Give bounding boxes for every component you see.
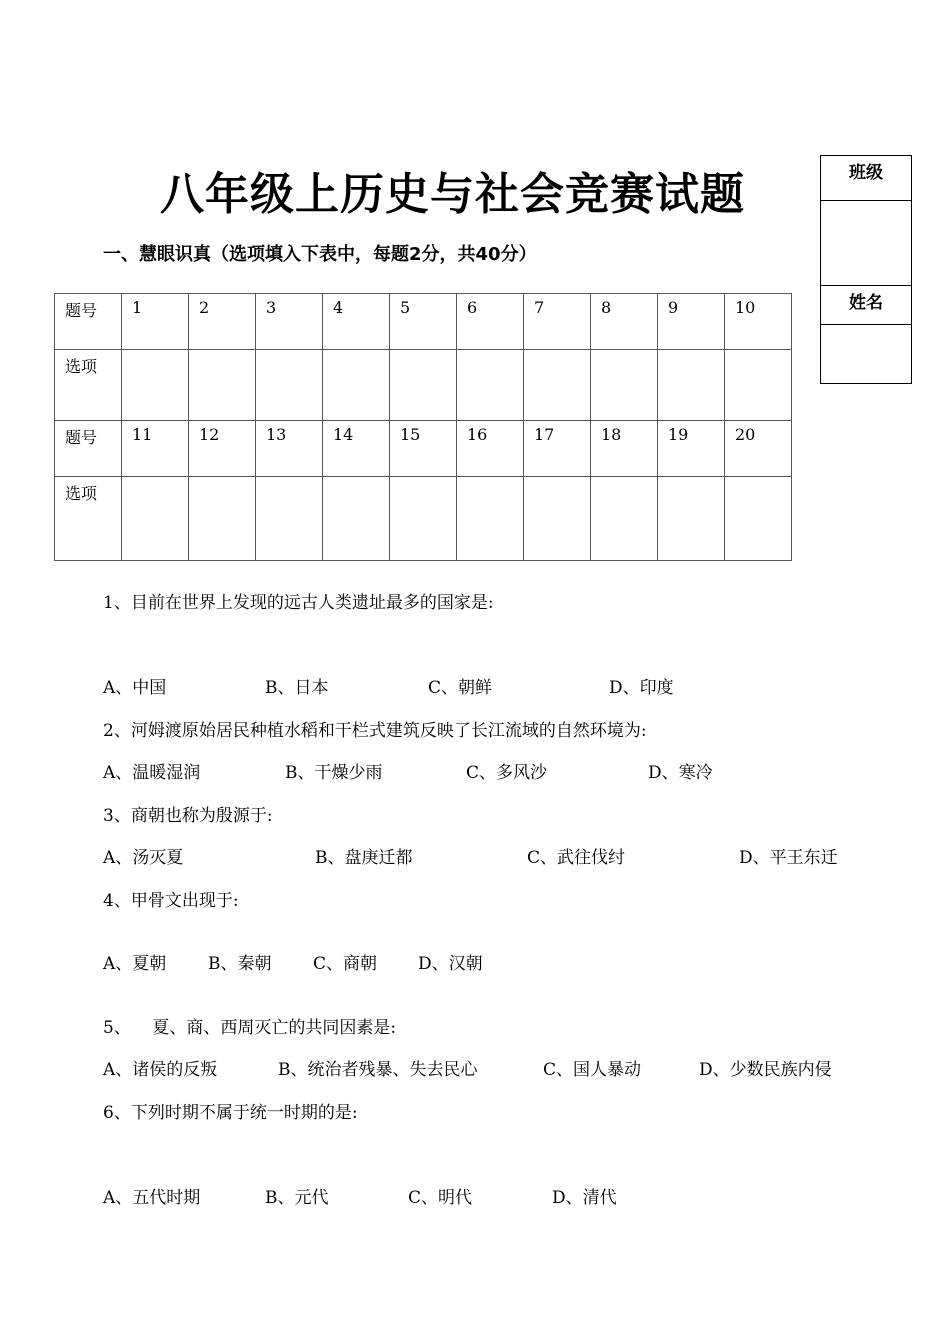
question-number: 6: [457, 294, 524, 350]
option-label: 选项: [55, 350, 122, 421]
question-5: 5、 夏、商、西周灭亡的共同因素是:: [103, 1018, 397, 1038]
answer-cell[interactable]: [524, 477, 591, 561]
question-number: 12: [189, 421, 256, 477]
question-number: 10: [725, 294, 792, 350]
number-label: 题号: [55, 421, 122, 477]
answer-cell[interactable]: [256, 350, 323, 421]
question-number: 2: [189, 294, 256, 350]
answer-cell[interactable]: [591, 477, 658, 561]
question-number: 7: [524, 294, 591, 350]
number-row-2: [55, 421, 792, 477]
page-title: 八年级上历史与社会竞赛试题: [160, 169, 745, 220]
answer-cell[interactable]: [323, 477, 390, 561]
name-input-cell[interactable]: [821, 325, 912, 384]
question-number: 1: [122, 294, 189, 350]
answer-cell[interactable]: [658, 350, 725, 421]
q3-option-b: B、盘庚迁都: [315, 848, 413, 868]
answer-cell[interactable]: [725, 477, 792, 561]
answer-cell[interactable]: [457, 350, 524, 421]
q6-option-b: B、元代: [265, 1188, 329, 1208]
question-number: 3: [256, 294, 323, 350]
q6-option-c: C、明代: [408, 1188, 473, 1208]
answer-cell[interactable]: [658, 477, 725, 561]
answer-cell[interactable]: [323, 350, 390, 421]
q4-option-d: D、汉朝: [418, 954, 483, 974]
q6-option-d: D、清代: [552, 1188, 617, 1208]
question-number: 5: [390, 294, 457, 350]
answer-cell[interactable]: [524, 350, 591, 421]
question-number: 8: [591, 294, 658, 350]
q5-option-c: C、国人暴动: [543, 1060, 642, 1080]
answer-cell[interactable]: [189, 477, 256, 561]
answer-table: [54, 293, 792, 561]
q3-option-a: A、汤灭夏: [103, 848, 184, 868]
q6-option-a: A、五代时期: [103, 1188, 201, 1208]
option-label: 选项: [55, 477, 122, 561]
answer-cell[interactable]: [256, 477, 323, 561]
number-row-1: [55, 294, 792, 350]
question-number: 19: [658, 421, 725, 477]
q4-option-c: C、商朝: [313, 954, 378, 974]
class-label: 班级: [821, 156, 912, 201]
q5-option-d: D、少数民族内侵: [699, 1060, 832, 1080]
answer-cell[interactable]: [122, 477, 189, 561]
q1-option-b: B、日本: [265, 678, 329, 698]
question-number: 14: [323, 421, 390, 477]
q3-option-c: C、武往伐纣: [527, 848, 626, 868]
question-number: 17: [524, 421, 591, 477]
answer-cell[interactable]: [189, 350, 256, 421]
answer-row-1: [55, 350, 792, 421]
q2-option-d: D、寒冷: [648, 763, 713, 783]
q2-option-b: B、干燥少雨: [285, 763, 383, 783]
question-number: 4: [323, 294, 390, 350]
question-6: 6、下列时期不属于统一时期的是:: [103, 1103, 358, 1123]
answer-cell[interactable]: [390, 350, 457, 421]
name-label: 姓名: [821, 286, 912, 325]
question-number: 13: [256, 421, 323, 477]
question-number: 15: [390, 421, 457, 477]
q1-option-a: A、中国: [103, 678, 167, 698]
answer-cell[interactable]: [457, 477, 524, 561]
answer-row-2: [55, 477, 792, 561]
q4-option-a: A、夏朝: [103, 954, 167, 974]
question-4: 4、甲骨文出现于:: [103, 891, 239, 911]
number-label: 题号: [55, 294, 122, 350]
question-1: 1、目前在世界上发现的远古人类遗址最多的国家是:: [103, 593, 494, 613]
q1-option-d: D、印度: [609, 678, 674, 698]
question-3: 3、商朝也称为殷源于:: [103, 806, 273, 826]
q4-option-b: B、秦朝: [208, 954, 272, 974]
question-number: 11: [122, 421, 189, 477]
q2-option-a: A、温暖湿润: [103, 763, 201, 783]
answer-cell[interactable]: [390, 477, 457, 561]
question-number: 16: [457, 421, 524, 477]
question-number: 9: [658, 294, 725, 350]
q1-option-c: C、朝鲜: [428, 678, 493, 698]
answer-cell[interactable]: [591, 350, 658, 421]
q5-option-b: B、统治者残暴、失去民心: [278, 1060, 478, 1080]
q3-option-d: D、平王东迁: [739, 848, 838, 868]
question-number: 18: [591, 421, 658, 477]
q5-option-a: A、诸侯的反叛: [103, 1060, 218, 1080]
answer-cell[interactable]: [725, 350, 792, 421]
section-heading: 一、慧眼识真（选项填入下表中，每题2分，共40分）: [103, 244, 537, 265]
answer-cell[interactable]: [122, 350, 189, 421]
question-number: 20: [725, 421, 792, 477]
class-input-cell[interactable]: [821, 201, 912, 286]
q2-option-c: C、多风沙: [466, 763, 548, 783]
class-name-box: [820, 155, 912, 384]
question-2: 2、河姆渡原始居民种植水稻和干栏式建筑反映了长江流域的自然环境为:: [103, 721, 647, 741]
